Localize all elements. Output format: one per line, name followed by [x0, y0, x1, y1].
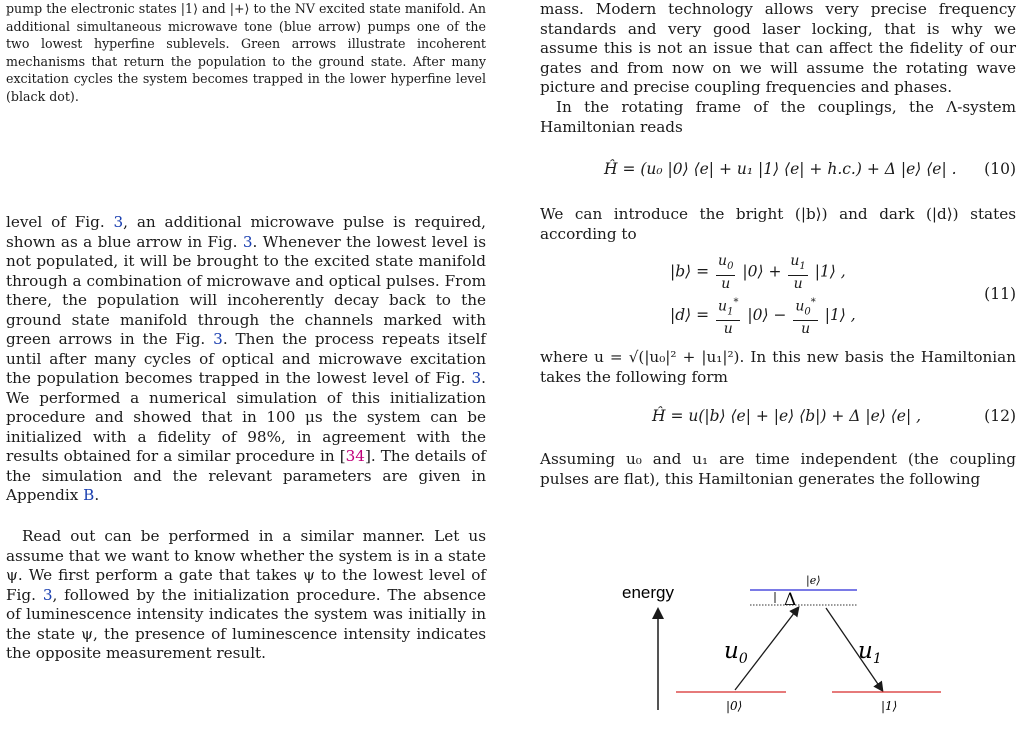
fraction: $\frac{u_0^*}{u}$	[795, 297, 816, 338]
level-1-label: |1⟩	[881, 699, 898, 713]
equation-text: |d⟩ =	[670, 306, 710, 325]
paragraph-bright-dark: We can introduce the bright (|b⟩) and dark (|d⟩) states according to	[540, 205, 1016, 243]
text: Read out can be performed in a similar manner. Let us assume that we want to know whether the system is in a state ψ. We first perform a gate that takes ψ to the lowest level of Fig.	[6, 527, 486, 604]
equation-text: |b⟩ =	[670, 262, 710, 281]
figure-caption: pump the electronic states |1⟩ and |+⟩ to the NV excited state manifold. An additional simultaneous microwave tone (blue arrow) pumps one of the two lowest hyperfine sublevels. Green arrows illustrate incoherent mechanisms that return the population to the ground state. After many excitation cycles the system becomes trapped in the lower hyperfine level (black dot).	[6, 1, 486, 104]
text: level of Fig.	[6, 213, 114, 231]
coupling-1-label: $u_1$	[858, 638, 882, 667]
coupling-0-label: $u_0$	[724, 638, 748, 667]
paragraph-frequency: mass. Modern technology allows very precise frequency standards and very good laser locking, that is why we assume this is not an issue that can affect the fidelity of our gates and from now on we will assume the rotating wave picture and precise coupling frequencies and phases.	[540, 0, 1016, 96]
equation-12	[540, 407, 1016, 429]
figure-link[interactable]: 3	[113, 213, 124, 231]
level-e-label: |e⟩	[806, 574, 821, 587]
equation-10-body: Ĥ = (u₀ |0⟩ ⟨e| + u₁ |1⟩ ⟨e| + h.c.) + Δ |e⟩ ⟨e| .	[604, 160, 957, 178]
fraction: $\frac{u_1}{u}$	[790, 253, 806, 292]
text: . We performed a numerical simulation of this initialization procedure and showed that in 100 μs the system can be initialized with a fidelity of 98%, in agreement with the results obtained for a similar procedure in [	[6, 369, 486, 465]
equation-11-line-2	[540, 285, 1016, 338]
paragraph-assumption: Assuming u₀ and u₁ are time independent (the coupling pulses are flat), this Hamiltonian generates the following	[540, 450, 1016, 488]
text: , followed by the initialization procedure. The absence of luminescence intensity indicates the system was initially in the state ψ, the presence of luminescence intensity indicates the opposite measurement result.	[6, 585, 486, 662]
equation-text: |0⟩ +	[742, 262, 782, 281]
equation-10	[540, 160, 1016, 182]
text: .	[94, 486, 100, 504]
figure-link[interactable]: 3	[42, 585, 53, 604]
fraction: $\frac{u_1^*}{u}$	[718, 297, 739, 338]
equation-number: (11)	[984, 285, 1016, 303]
equation-text: |1⟩ ,	[824, 306, 856, 325]
paragraph-readout	[6, 527, 486, 664]
text: . Whenever the lowest level is not populated, it will be brought to the excited state manifold through a combination of microwave and optical pulses. From there, the population will incoherently decay back to the ground state manifold through the channels marked with green arrows in the Fig.	[6, 232, 486, 348]
figure-link[interactable]: 3	[471, 369, 482, 387]
equation-text: |0⟩ −	[747, 306, 787, 325]
equation-number: (12)	[984, 407, 1016, 425]
equation-number: (10)	[984, 160, 1016, 178]
lambda-system-diagram	[610, 570, 970, 720]
paragraph-initialization	[6, 213, 486, 506]
delta-label: Δ	[784, 590, 797, 610]
equation-text: |1⟩ ,	[814, 262, 846, 281]
fraction: $\frac{u_0}{u}$	[718, 253, 734, 292]
energy-label: energy	[622, 583, 674, 602]
coupling-1-arrow	[826, 608, 882, 690]
level-0-label: |0⟩	[726, 699, 743, 713]
coupling-0-arrow	[735, 608, 798, 690]
equation-12-body: Ĥ = u(|b⟩ ⟨e| + |e⟩ ⟨b|) + Δ |e⟩ ⟨e| ,	[652, 407, 922, 425]
paragraph-rotating-frame: In the rotating frame of the couplings, the Λ-system Hamiltonian reads	[540, 98, 1016, 136]
figure-link[interactable]: 3	[242, 232, 253, 251]
text: . Then the process repeats itself until after many cycles of optical and microwave excitation the population becomes trapped in the lowest level of Fig.	[6, 330, 486, 387]
equation-11-line-1	[540, 253, 1016, 293]
text: , an additional microwave pulse is required, shown as a blue arrow in Fig.	[6, 213, 486, 251]
figure-link[interactable]: 3	[213, 330, 223, 348]
appendix-link[interactable]: B	[83, 486, 95, 504]
citation-link[interactable]: 34	[345, 447, 365, 465]
paragraph-new-basis: where u = √(|u₀|² + |u₁|²). In this new basis the Hamiltonian takes the following form	[540, 348, 1016, 386]
text: ]. The details of the simulation and the relevant parameters are given in Appendix	[6, 447, 486, 504]
